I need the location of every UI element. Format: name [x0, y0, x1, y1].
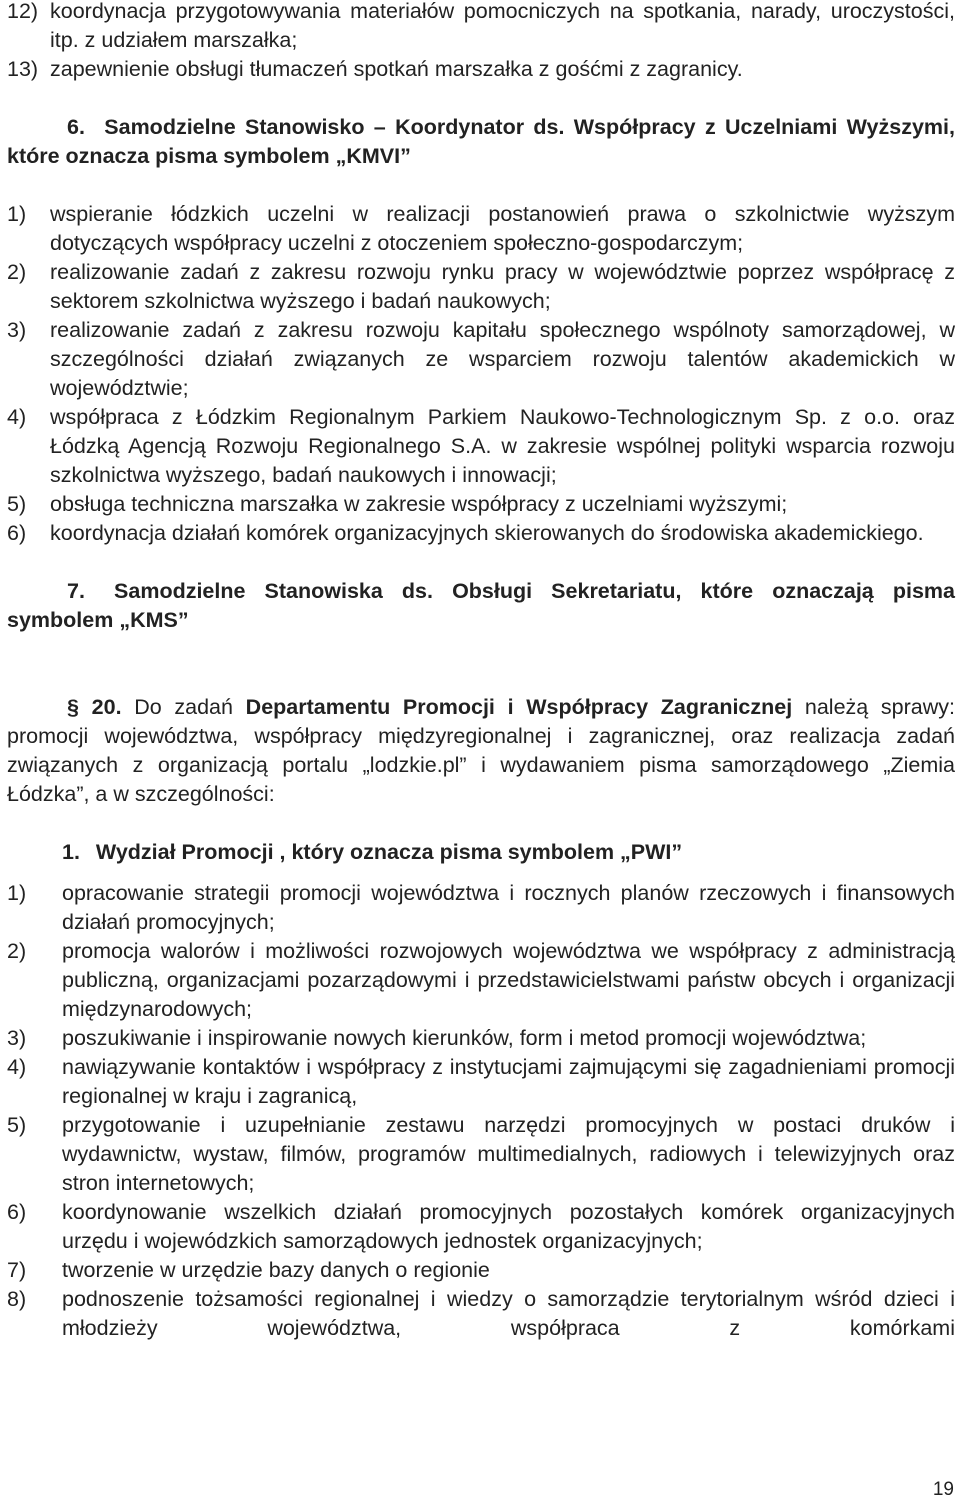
paragraph-symbol: § — [67, 695, 79, 719]
item-number: 2) — [7, 260, 27, 284]
list-item — [7, 316, 955, 403]
section-number: 1. — [62, 840, 80, 864]
paragraph-number: 20. — [91, 695, 122, 719]
item-number: 4) — [7, 405, 27, 429]
item-number: 8) — [7, 1287, 27, 1311]
item-text: przygotowanie i uzupełnianie zestawu narzędzi promocyjnych w postaci druków i wydawnictw, wystaw, filmów, programów multimedialnych, radiowych i telewizyjnych oraz stron internetowych; — [62, 1113, 955, 1195]
item-number: 12) — [7, 0, 39, 23]
document-page — [7, 0, 955, 1343]
list-item — [7, 258, 955, 316]
item-text: obsługa techniczna marszałka w zakresie współpracy z uczelniami wyższymi; — [50, 492, 788, 516]
item-number: 6) — [7, 521, 27, 545]
paragraph-intro: Do zadań — [134, 695, 233, 719]
item-text: koordynowanie wszelkich działań promocyjnych pozostałych komórek organizacyjnych urzędu i wojewódzkich samorządowych jednostek organizacyjnych; — [62, 1200, 955, 1253]
item-text: realizowanie zadań z zakresu rozwoju rynku pracy w województwie poprzez współpracę z sektorem szkolnictwa wyższego i badań naukowych; — [50, 260, 955, 313]
section-title: Samodzielne Stanowiska ds. Obsługi Sekretariatu, które oznaczają pisma symbolem „KMS” — [7, 579, 955, 632]
item-number: 3) — [7, 1026, 27, 1050]
item-text: zapewnienie obsługi tłumaczeń spotkań marszałka z gośćmi z zagranicy. — [50, 57, 743, 81]
item-text: poszukiwanie i inspirowanie nowych kierunków, form i metod promocji województwa; — [62, 1026, 867, 1050]
item-number: 1) — [7, 881, 27, 905]
item-number: 4) — [7, 1055, 27, 1079]
item-text: wspieranie łódzkich uczelni w realizacji postanowień prawa o szkolnictwie wyższym dotyczących współpracy uczelni z otoczeniem społeczno-gospodarczym; — [50, 202, 955, 255]
section-number: 6. — [67, 115, 85, 139]
list-item — [7, 55, 955, 84]
list-item — [7, 1111, 955, 1198]
section-title: Samodzielne Stanowisko – Koordynator ds. Współpracy z Uczelniami Wyższymi, które oznacza pisma symbolem „KMVI” — [7, 115, 955, 168]
department-name: Departamentu Promocji i Współpracy Zagranicznej — [245, 695, 793, 719]
list-item — [7, 0, 955, 55]
list-item — [7, 1285, 955, 1343]
item-text: koordynacja działań komórek organizacyjnych skierowanych do środowiska akademickiego. — [50, 521, 924, 545]
list-item — [7, 937, 955, 1024]
list-item — [7, 879, 955, 937]
item-number: 13) — [7, 57, 39, 81]
list-item — [7, 1256, 955, 1285]
section-heading — [7, 577, 955, 635]
list-item — [7, 490, 955, 519]
list-item — [7, 1053, 955, 1111]
item-text: promocja walorów i możliwości rozwojowych województwa we współpracy z administracją publiczną, organizacjami pozarządowymi i przedstawicielstwami państw obcych i organizacji międzynarodowych; — [62, 939, 955, 1021]
item-number: 6) — [7, 1200, 27, 1224]
list-item — [7, 200, 955, 258]
item-text: podnoszenie tożsamości regionalnej i wiedzy o samorządzie terytorialnym wśród dzieci i młodzieży województwa, współpraca z komórkami — [62, 1287, 955, 1340]
item-text: opracowanie strategii promocji województwa i rocznych planów rzeczowych i finansowych działań promocyjnych; — [62, 881, 955, 934]
item-number: 5) — [7, 1113, 27, 1137]
item-number: 1) — [7, 202, 27, 226]
item-text: tworzenie w urzędzie bazy danych o regionie — [62, 1258, 490, 1282]
list-item — [7, 519, 955, 548]
paragraph-body: należą sprawy: promocji województwa, współpracy międzyregionalnej i zagranicznej, oraz realizacja zadań związanych z organizacją portalu „lodzkie.pl” i wydawaniem pisma samorządowego „Ziemia Łódzka”, a w szczególności: — [7, 695, 955, 806]
item-number: 2) — [7, 939, 27, 963]
item-text: koordynacja przygotowywania materiałów pomocniczych na spotkania, narady, uroczystości, itp. z udziałem marszałka; — [50, 0, 955, 52]
item-number: 3) — [7, 318, 27, 342]
list-item — [7, 1024, 955, 1053]
section-heading — [7, 113, 955, 171]
item-text: realizowanie zadań z zakresu rozwoju kapitału społecznego wspólnoty samorządowej, w szczególności działań związanych ze wsparciem rozwoju talentów akademickich w województwie; — [50, 318, 955, 400]
section-number: 7. — [67, 579, 85, 603]
item-text: nawiązywanie kontaktów i współpracy z instytucjami zajmującymi się zagadnieniami promocji regionalnej w kraju i zagranicą, — [62, 1055, 955, 1108]
item-text: współpraca z Łódzkim Regionalnym Parkiem Naukowo-Technologicznym Sp. z o.o. oraz Łódzką Agencją Rozwoju Regionalnego S.A. w zakresie wspólnej polityki wsparcia rozwoju szkolnictwa wyższego, badań naukowych i innowacji; — [50, 405, 955, 487]
item-number: 7) — [7, 1258, 27, 1282]
list-item — [7, 1198, 955, 1256]
page-number: 19 — [932, 1479, 954, 1500]
section-title: Wydział Promocji , który oznacza pisma symbolem „PWI” — [95, 840, 683, 864]
paragraph-20 — [7, 693, 955, 809]
list-item — [7, 403, 955, 490]
item-number: 5) — [7, 492, 27, 516]
section-heading — [7, 838, 955, 867]
